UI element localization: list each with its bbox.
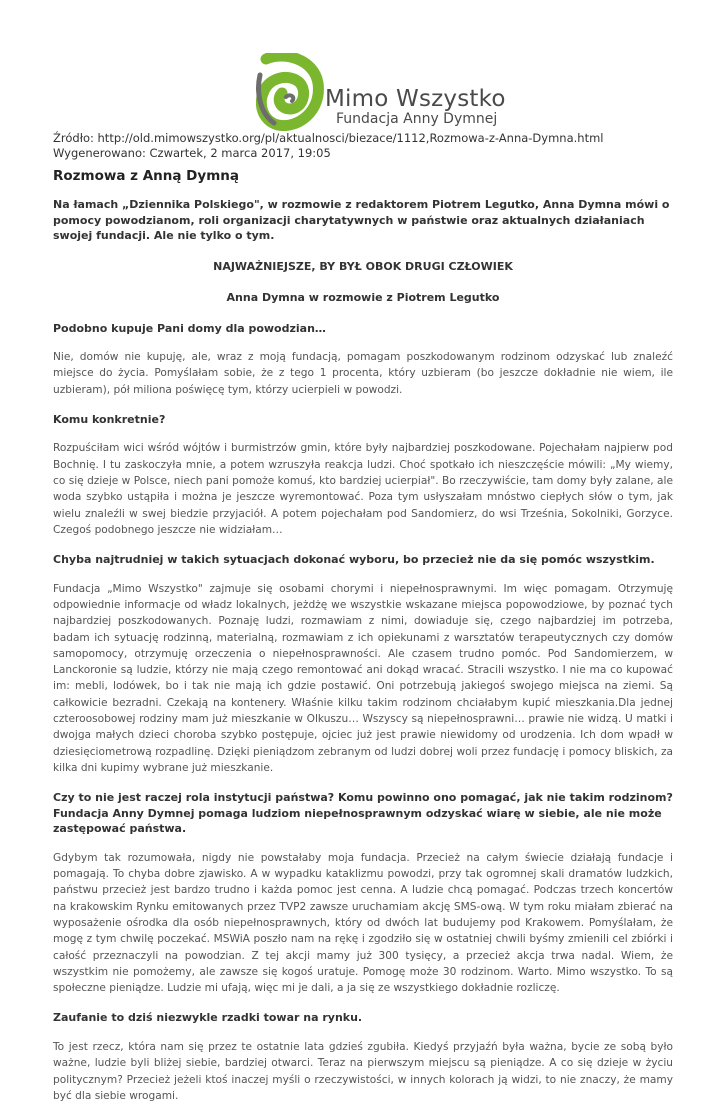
article-byline: Anna Dymna w rozmowie z Piotrem Legutko	[226, 290, 500, 304]
answer: Rozpuściłam wici wśród wójtów i burmistrzów gmin, które były najbardziej poszkodowane. Pojechałam najpierw pod Bochnię. I tu zaskoczyła mnie, a potem wzruszyła reakcja ludzi. Choć spotkało ich nieszczęście mówili: „My wiemy, co się dzieje w Polsce, niech pani pomoże komuś, kto bardziej ucierpiał". Bo rzeczywiście, tam domy były zalane, ale woda szybko ustąpiła i można je jeszcze wyremontować. Poza tym usłyszałam mnóstwo ciepłych słów o tym, jak wielu znaleźli w swej biedzie przyjaciół. A potem pojechałam pod Sandomierz, do wsi Trześnia, Sokolniki, Gorzyce. Czegoś podobnego jeszcze nie widziałam…	[53, 442, 673, 536]
document-page	[53, 0, 673, 1118]
answer: To jest rzecz, która nam się przez te ostatnie lata gdzieś zgubiła. Kiedyś przyjaźń była ważna, bycie ze sobą było ważne, ludzie byli bliżej siebie, bardziej otwarci. Teraz na pierwszym miejscu są pieniądze. A co się dzieje w życiu politycznym? Przecież jeżeli ktoś inaczej myśli o rzeczywistości, w innych kolorach ją widzi, to nie znaczy, że mamy być dla siebie wrogami.	[53, 1040, 673, 1102]
brand-subtitle: Fundacja Anny Dymnej	[336, 111, 498, 127]
answer: Fundacja „Mimo Wszystko" zajmuje się osobami chorymi i niepełnosprawnymi. Im więc pomagam. Otrzymuję odpowiednie informacje od władz lokalnych, jeżdżę we wszystkie wskazane miejsca popowodziowe, by poznać tych najbardziej poszkodowanych. Poznaję ludzi, rozmawiam z nimi, dowiaduje się, czego najbardziej im potrzeba, badam ich sytuację rodzinną, materialną, rozmawiam z ich opiekunami z warsztatów terapeutycznych czy domów samopomocy, otrzymuję orzeczenia o niepełnosprawności. Ale czasem trudno pomóc. Pod Sandomierzem, w Lanckoronie są ludzie, którzy nie mają czego remontować ani dokąd wracać. Stracili wszystko. I nie ma co kupować im: mebli, lodówek, bo i tak nie mają ich gdzie postawić. Oni potrzebują jakiegoś swojego miejsca na ziemi. Są całkowicie bezradni. Czekają na kontenery. Właśnie kilku takim rodzinom chciałabym kupić mieszkania.Dla jednej czteroosobowej rodziny mam już mieszkanie w Olkuszu… Wszyscy są niepełnosprawni… prawie nie widzą. U matki i dwojga małych dzieci choroba szybko postępuje, ojciec już jest prawie niewidomy od urodzenia. Ich dom wpadł w dziesięciometrową rozpadlinę. Dzięki pieniądzom zebranym od ludzi dobrej woli przez fundację i pomocy bliskich, za kilka dni kupimy wybrane już mieszkanie.	[53, 582, 673, 774]
answer: Nie, domów nie kupuję, ale, wraz z moją fundacją, pomagam poszkodowanym rodzinom odzyskać lub znaleźć miejsce do życia. Pomyślałam sobie, że z tego 1 procenta, który uzbieram (bo jeszcze dokładnie nie wiem, ile uzbieram), pół miliona poświęcę tym, którzy ucierpieli w powodzi.	[53, 351, 673, 396]
question: Podobno kupuje Pani domy dla powodzian…	[53, 321, 326, 335]
generated-date: Wygenerowano: Czwartek, 2 marca 2017, 19:05	[53, 145, 331, 160]
question: Zaufanie to dziś niezwykle rzadki towar na rynku.	[53, 1011, 363, 1025]
question: Komu konkretnie?	[53, 412, 166, 426]
source-url: Źródło: http://old.mimowszystko.org/pl/aktualnosci/biezace/1112,Rozmowa-z-Anna-Dymna.html	[53, 131, 604, 145]
question: Czy to nie jest raczej rola instytucji państwa? Komu powinno ono pomagać, jak nie takim rodzinom? Fundacja Anny Dymnej pomaga ludziom niepełnosprawnym odzyskać wiarę w siebie, ale nie może zastępować państwa.	[53, 791, 673, 836]
article-lead: Na łamach „Dziennika Polskiego", w rozmowie z redaktorem Piotrem Legutko, Anna Dymna mówi o pomocy powodzianom, roli organizacji charytatywnych w państwie oraz aktualnych działaniach swojej fundacji. Ale nie tylko o tym.	[53, 198, 670, 242]
answer: Gdybym tak rozumowała, nigdy nie powstałaby moja fundacja. Przecież na całym świecie działają fundacje i pomagają. To chyba dobre zjawisko. A w wypadku kataklizmu powodzi, przy tak ogromnej skali dramatów ludzkich, państwu przecież jest bardzo trudno i każda pomoc jest cenna. A ludzie chcą pomagać. Podczas trzech koncertów na krakowskim Rynku emitowanych przez TVP2 zawsze uruchamiam akcję SMS-ową. W tym roku miałam zbierać na wyposażenie ośrodka dla osób niepełnosprawnych, który od dwóch lat budujemy pod Krakowem. Pomyślałam, że mogę z tym chwilę poczekać. MSWiA poszło nam na rękę i zgodziło się w ostatniej chwili byśmy zmienili cel zbiórki i całość przeznaczyli na powodzian. Z tej akcji mamy już 300 tysięcy, a przecież akcja trwa nadal. Wiem, że wszystkim nie pomożemy, ale zawsze się kogoś uratuje. Pomogę może 30 rodzinom. Warto. Mimo wszystko. To są społeczne pieniądze. Ludzie mi ufają, więc mi je dali, a ja się ze wszystkiego dokładnie rozliczę.	[53, 851, 673, 995]
header	[53, 0, 673, 131]
article-title: Rozmowa z Anną Dymną	[53, 168, 239, 184]
article-headline: NAJWAŻNIEJSZE, BY BYŁ OBOK DRUGI CZŁOWIEK	[213, 259, 513, 273]
question: Chyba najtrudniej w takich sytuacjach dokonać wyboru, bo przecież nie da się pomóc wszystkim.	[53, 553, 655, 567]
spiral-logo-icon	[256, 53, 324, 131]
brand-name: Mimo Wszystko	[325, 86, 506, 112]
